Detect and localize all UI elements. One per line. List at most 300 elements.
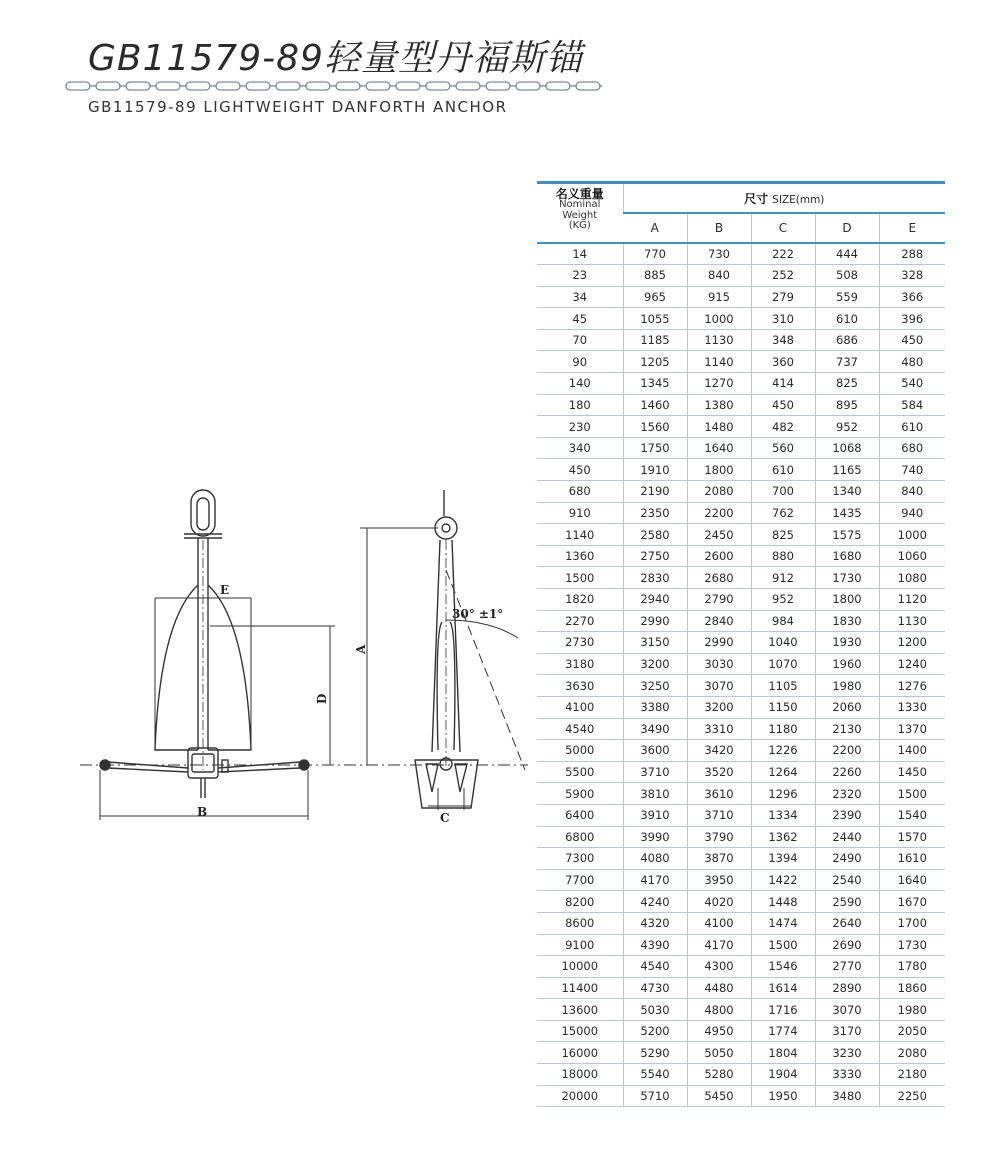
- size-cell: 508: [815, 265, 879, 287]
- size-cell: 700: [751, 481, 815, 503]
- size-cell: 1296: [751, 783, 815, 805]
- size-cell: 414: [751, 373, 815, 395]
- table-row: [537, 675, 945, 697]
- weight-cell: 18000: [537, 1064, 623, 1086]
- table-row: [537, 804, 945, 826]
- size-cell: 3810: [623, 783, 687, 805]
- table-row: [537, 740, 945, 762]
- size-cell: 912: [751, 567, 815, 589]
- size-cell: 2050: [879, 1020, 945, 1042]
- size-cell: 1860: [879, 977, 945, 999]
- weight-cell: 13600: [537, 999, 623, 1021]
- size-cell: 5450: [687, 1085, 751, 1107]
- size-cell: 2890: [815, 977, 879, 999]
- size-cell: 288: [879, 243, 945, 265]
- size-cell: 3610: [687, 783, 751, 805]
- size-cell: 3030: [687, 653, 751, 675]
- size-cell: 1435: [815, 502, 879, 524]
- size-cell: 1780: [879, 956, 945, 978]
- weight-cell: 70: [537, 329, 623, 351]
- weight-cell: 6800: [537, 826, 623, 848]
- angle-line: [446, 570, 525, 770]
- table-row: [537, 869, 945, 891]
- size-cell: 1055: [623, 308, 687, 330]
- size-header: 尺寸 SIZE(mm): [623, 183, 945, 214]
- size-cell: 1380: [687, 394, 751, 416]
- size-cell: 2790: [687, 589, 751, 611]
- size-cell: 1362: [751, 826, 815, 848]
- table-row: [537, 653, 945, 675]
- size-cell: 1950: [751, 1085, 815, 1107]
- weight-cell: 20000: [537, 1085, 623, 1107]
- size-cell: 3150: [623, 632, 687, 654]
- size-cell: 560: [751, 437, 815, 459]
- size-cell: 4170: [623, 869, 687, 891]
- size-cell: 1730: [815, 567, 879, 589]
- size-cell: 2080: [687, 481, 751, 503]
- size-cell: 1040: [751, 632, 815, 654]
- size-cell: 730: [687, 243, 751, 265]
- size-cell: 1500: [879, 783, 945, 805]
- size-cell: 610: [751, 459, 815, 481]
- size-cell: 1540: [879, 804, 945, 826]
- size-cell: 1904: [751, 1064, 815, 1086]
- column-header-c: C: [751, 213, 815, 243]
- table-row: [537, 632, 945, 654]
- size-cell: 482: [751, 416, 815, 438]
- table-row: [537, 783, 945, 805]
- size-cell: 915: [687, 286, 751, 308]
- size-cell: 840: [879, 481, 945, 503]
- size-cell: 5290: [623, 1042, 687, 1064]
- size-cell: 396: [879, 308, 945, 330]
- size-cell: 2770: [815, 956, 879, 978]
- size-cell: 2250: [879, 1085, 945, 1107]
- weight-cell: 340: [537, 437, 623, 459]
- size-cell: 1240: [879, 653, 945, 675]
- size-cell: 885: [623, 265, 687, 287]
- size-cell: 3380: [623, 696, 687, 718]
- table-row: [537, 848, 945, 870]
- table-row: [537, 394, 945, 416]
- size-cell: 1800: [687, 459, 751, 481]
- size-cell: 480: [879, 351, 945, 373]
- size-cell: 4540: [623, 956, 687, 978]
- weight-cell: 5500: [537, 761, 623, 783]
- weight-cell: 1140: [537, 524, 623, 546]
- weight-cell: 7700: [537, 869, 623, 891]
- column-header-e: E: [879, 213, 945, 243]
- size-cell: 1800: [815, 589, 879, 611]
- size-cell: 1130: [687, 329, 751, 351]
- weight-cell: 3180: [537, 653, 623, 675]
- size-cell: 360: [751, 351, 815, 373]
- anchor-drawing: [60, 470, 540, 830]
- table-row: [537, 416, 945, 438]
- size-cell: 3230: [815, 1042, 879, 1064]
- size-cell: 1570: [879, 826, 945, 848]
- size-cell: 965: [623, 286, 687, 308]
- table-row: [537, 545, 945, 567]
- size-cell: 3070: [815, 999, 879, 1021]
- size-cell: 1980: [815, 675, 879, 697]
- size-cell: 2590: [815, 891, 879, 913]
- column-header-a: A: [623, 213, 687, 243]
- table-row: [537, 891, 945, 913]
- size-cell: 584: [879, 394, 945, 416]
- size-cell: 5710: [623, 1085, 687, 1107]
- size-cell: 1680: [815, 545, 879, 567]
- size-cell: 310: [751, 308, 815, 330]
- size-cell: 2830: [623, 567, 687, 589]
- size-cell: 770: [623, 243, 687, 265]
- table-row: [537, 589, 945, 611]
- size-cell: 3250: [623, 675, 687, 697]
- size-cell: 1450: [879, 761, 945, 783]
- size-cell: 4390: [623, 934, 687, 956]
- size-cell: 3170: [815, 1020, 879, 1042]
- weight-cell: 11400: [537, 977, 623, 999]
- table-row: [537, 1064, 945, 1086]
- table-row: [537, 437, 945, 459]
- size-cell: 4320: [623, 912, 687, 934]
- table-row: [537, 567, 945, 589]
- weight-cell: 4540: [537, 718, 623, 740]
- size-cell: 1460: [623, 394, 687, 416]
- size-cell: 1610: [879, 848, 945, 870]
- size-cell: 1640: [879, 869, 945, 891]
- size-cell: 1070: [751, 653, 815, 675]
- size-cell: 279: [751, 286, 815, 308]
- weight-cell: 1500: [537, 567, 623, 589]
- size-cell: 3200: [623, 653, 687, 675]
- size-cell: 2690: [815, 934, 879, 956]
- table-row: [537, 912, 945, 934]
- size-cell: 1060: [879, 545, 945, 567]
- size-cell: 540: [879, 373, 945, 395]
- size-cell: 1980: [879, 999, 945, 1021]
- size-cell: 880: [751, 545, 815, 567]
- dimension-c: [428, 788, 472, 810]
- size-cell: 1400: [879, 740, 945, 762]
- size-cell: 3910: [623, 804, 687, 826]
- size-cell: 1670: [879, 891, 945, 913]
- size-cell: 1165: [815, 459, 879, 481]
- size-cell: 1080: [879, 567, 945, 589]
- size-cell: 559: [815, 286, 879, 308]
- size-cell: 2990: [687, 632, 751, 654]
- size-cell: 895: [815, 394, 879, 416]
- size-cell: 348: [751, 329, 815, 351]
- size-cell: 1560: [623, 416, 687, 438]
- size-cell: 1340: [815, 481, 879, 503]
- table-row: [537, 502, 945, 524]
- size-cell: 2390: [815, 804, 879, 826]
- weight-cell: 8600: [537, 912, 623, 934]
- size-cell: 952: [815, 416, 879, 438]
- weight-cell: 140: [537, 373, 623, 395]
- size-cell: 366: [879, 286, 945, 308]
- size-cell: 3420: [687, 740, 751, 762]
- size-cell: 2080: [879, 1042, 945, 1064]
- weight-cell: 6400: [537, 804, 623, 826]
- size-cell: 3310: [687, 718, 751, 740]
- size-cell: 4730: [623, 977, 687, 999]
- angle-label: 30° ±1°: [452, 607, 504, 621]
- size-cell: 3990: [623, 826, 687, 848]
- table-row: [537, 351, 945, 373]
- size-cell: 5540: [623, 1064, 687, 1086]
- size-cell: 3070: [687, 675, 751, 697]
- size-cell: 4020: [687, 891, 751, 913]
- size-cell: 444: [815, 243, 879, 265]
- size-cell: 1394: [751, 848, 815, 870]
- table-row: [537, 934, 945, 956]
- table-row: [537, 286, 945, 308]
- weight-cell: 5000: [537, 740, 623, 762]
- size-cell: 4080: [623, 848, 687, 870]
- weight-cell: 8200: [537, 891, 623, 913]
- size-cell: 3710: [687, 804, 751, 826]
- weight-cell: 3630: [537, 675, 623, 697]
- size-cell: 3330: [815, 1064, 879, 1086]
- size-cell: 5200: [623, 1020, 687, 1042]
- size-cell: 3480: [815, 1085, 879, 1107]
- table-row: [537, 265, 945, 287]
- size-cell: 4950: [687, 1020, 751, 1042]
- size-cell: 2180: [879, 1064, 945, 1086]
- table-row: [537, 718, 945, 740]
- size-cell: 3490: [623, 718, 687, 740]
- size-cell: 1804: [751, 1042, 815, 1064]
- size-cell: 1960: [815, 653, 879, 675]
- size-cell: 1226: [751, 740, 815, 762]
- weight-cell: 2730: [537, 632, 623, 654]
- size-cell: 3710: [623, 761, 687, 783]
- size-cell: 2060: [815, 696, 879, 718]
- size-cell: 4240: [623, 891, 687, 913]
- weight-cell: 34: [537, 286, 623, 308]
- size-cell: 1370: [879, 718, 945, 740]
- size-cell: 328: [879, 265, 945, 287]
- page-subtitle: GB11579-89 LIGHTWEIGHT DANFORTH ANCHOR: [88, 98, 508, 116]
- size-cell: 3520: [687, 761, 751, 783]
- size-cell: 5050: [687, 1042, 751, 1064]
- size-cell: 2580: [623, 524, 687, 546]
- size-cell: 2640: [815, 912, 879, 934]
- weight-cell: 180: [537, 394, 623, 416]
- size-cell: 1700: [879, 912, 945, 934]
- table-row: [537, 524, 945, 546]
- anchor-front-view: [100, 490, 309, 798]
- size-cell: 4300: [687, 956, 751, 978]
- size-cell: 1500: [751, 934, 815, 956]
- weight-cell: 45: [537, 308, 623, 330]
- size-cell: 3870: [687, 848, 751, 870]
- size-cell: 1422: [751, 869, 815, 891]
- size-cell: 222: [751, 243, 815, 265]
- weight-cell: 7300: [537, 848, 623, 870]
- size-cell: 1640: [687, 437, 751, 459]
- size-cell: 5030: [623, 999, 687, 1021]
- dimension-a-label: A: [354, 644, 368, 654]
- table-row: [537, 481, 945, 503]
- column-header-d: D: [815, 213, 879, 243]
- table-row: [537, 459, 945, 481]
- size-cell: 1480: [687, 416, 751, 438]
- size-cell: 2490: [815, 848, 879, 870]
- size-cell: 4170: [687, 934, 751, 956]
- table-row: [537, 1020, 945, 1042]
- size-cell: 4100: [687, 912, 751, 934]
- size-cell: 1185: [623, 329, 687, 351]
- dimension-e-label: E: [220, 583, 230, 597]
- table-row: [537, 999, 945, 1021]
- size-cell: 1474: [751, 912, 815, 934]
- size-cell: 1345: [623, 373, 687, 395]
- page-title: GB11579-89轻量型丹福斯锚: [88, 38, 583, 79]
- size-cell: 1200: [879, 632, 945, 654]
- size-cell: 5280: [687, 1064, 751, 1086]
- weight-cell: 1820: [537, 589, 623, 611]
- weight-header: 名义重量 Nominal Weight (KG): [537, 183, 623, 244]
- table-row: [537, 373, 945, 395]
- size-cell: 1068: [815, 437, 879, 459]
- size-cell: 1774: [751, 1020, 815, 1042]
- weight-cell: 9100: [537, 934, 623, 956]
- size-cell: 3790: [687, 826, 751, 848]
- table-row: [537, 1042, 945, 1064]
- size-cell: 2320: [815, 783, 879, 805]
- size-cell: 740: [879, 459, 945, 481]
- angle-arc: [446, 620, 518, 638]
- anchor-side-view: [415, 490, 478, 808]
- size-cell: 4800: [687, 999, 751, 1021]
- size-cell: 984: [751, 610, 815, 632]
- size-cell: 2350: [623, 502, 687, 524]
- size-cell: 940: [879, 502, 945, 524]
- size-cell: 2940: [623, 589, 687, 611]
- size-cell: 1334: [751, 804, 815, 826]
- size-cell: 1830: [815, 610, 879, 632]
- weight-cell: 680: [537, 481, 623, 503]
- size-cell: 2750: [623, 545, 687, 567]
- size-cell: 762: [751, 502, 815, 524]
- table-row: [537, 826, 945, 848]
- size-cell: 1264: [751, 761, 815, 783]
- size-cell: 450: [751, 394, 815, 416]
- size-cell: 450: [879, 329, 945, 351]
- size-cell: 680: [879, 437, 945, 459]
- weight-cell: 450: [537, 459, 623, 481]
- table-row: [537, 329, 945, 351]
- size-cell: 1105: [751, 675, 815, 697]
- size-cell: 252: [751, 265, 815, 287]
- dimension-c-label: C: [440, 811, 450, 825]
- size-cell: 1130: [879, 610, 945, 632]
- size-cell: 1930: [815, 632, 879, 654]
- chain-decoration: [62, 78, 602, 94]
- size-cell: 1330: [879, 696, 945, 718]
- dimension-b-label: B: [197, 805, 208, 819]
- size-cell: 2990: [623, 610, 687, 632]
- size-cell: 1150: [751, 696, 815, 718]
- weight-cell: 90: [537, 351, 623, 373]
- table-row: [537, 696, 945, 718]
- size-cell: 952: [751, 589, 815, 611]
- weight-cell: 230: [537, 416, 623, 438]
- table-row: [537, 243, 945, 265]
- size-cell: 610: [815, 308, 879, 330]
- size-cell: 1546: [751, 956, 815, 978]
- size-cell: 2680: [687, 567, 751, 589]
- size-cell: 1205: [623, 351, 687, 373]
- size-cell: 1000: [879, 524, 945, 546]
- size-cell: 2200: [815, 740, 879, 762]
- size-cell: 2450: [687, 524, 751, 546]
- size-cell: 2840: [687, 610, 751, 632]
- size-cell: 1448: [751, 891, 815, 913]
- table-row: [537, 956, 945, 978]
- size-cell: 1910: [623, 459, 687, 481]
- size-cell: 2600: [687, 545, 751, 567]
- size-cell: 1140: [687, 351, 751, 373]
- dimension-d-label: D: [315, 693, 329, 704]
- size-cell: 1180: [751, 718, 815, 740]
- size-cell: 3600: [623, 740, 687, 762]
- table-row: [537, 977, 945, 999]
- weight-cell: 5900: [537, 783, 623, 805]
- size-cell: 1730: [879, 934, 945, 956]
- size-cell: 1000: [687, 308, 751, 330]
- size-cell: 825: [815, 373, 879, 395]
- size-cell: 610: [879, 416, 945, 438]
- weight-cell: 1360: [537, 545, 623, 567]
- size-cell: 4480: [687, 977, 751, 999]
- size-cell: 3950: [687, 869, 751, 891]
- weight-cell: 16000: [537, 1042, 623, 1064]
- column-header-b: B: [687, 213, 751, 243]
- size-cell: 840: [687, 265, 751, 287]
- size-cell: 2200: [687, 502, 751, 524]
- size-cell: 2440: [815, 826, 879, 848]
- table-row: [537, 610, 945, 632]
- size-cell: 686: [815, 329, 879, 351]
- weight-cell: 15000: [537, 1020, 623, 1042]
- size-cell: 1575: [815, 524, 879, 546]
- anchor-spec-table: [537, 181, 945, 1107]
- size-cell: 737: [815, 351, 879, 373]
- size-cell: 1270: [687, 373, 751, 395]
- size-cell: 1614: [751, 977, 815, 999]
- size-cell: 1750: [623, 437, 687, 459]
- size-cell: 2130: [815, 718, 879, 740]
- size-cell: 1276: [879, 675, 945, 697]
- weight-cell: 23: [537, 265, 623, 287]
- size-cell: 1120: [879, 589, 945, 611]
- dimension-a: [360, 528, 438, 765]
- size-cell: 1716: [751, 999, 815, 1021]
- size-cell: 3200: [687, 696, 751, 718]
- table-row: [537, 1085, 945, 1107]
- size-cell: 2190: [623, 481, 687, 503]
- weight-cell: 4100: [537, 696, 623, 718]
- weight-cell: 910: [537, 502, 623, 524]
- weight-cell: 2270: [537, 610, 623, 632]
- table-row: [537, 308, 945, 330]
- weight-cell: 10000: [537, 956, 623, 978]
- size-cell: 2540: [815, 869, 879, 891]
